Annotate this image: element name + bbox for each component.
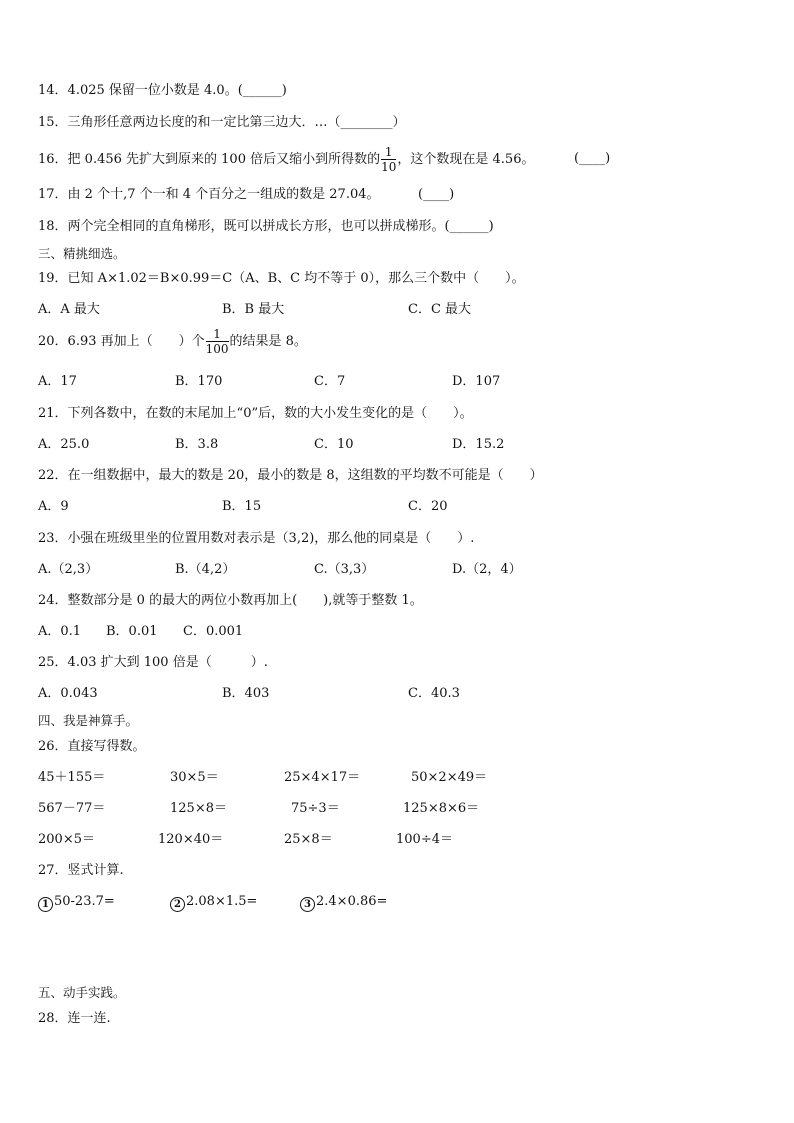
calc-row3-col2: 120×40＝	[158, 832, 224, 847]
circled-number-2-icon: 2	[170, 897, 185, 912]
fraction-denominator: 100	[205, 342, 229, 356]
question-21: 21．下列各数中，在数的末尾加上“0”后，数的大小发生变化的是（ ）。	[38, 406, 473, 421]
q19-option-a[interactable]: A．A 最大	[38, 302, 100, 317]
section-5-heading: 五、动手实践。	[38, 985, 126, 1000]
question-17-answer-blank[interactable]: (____)	[418, 187, 455, 202]
q21-option-a[interactable]: A．25.0	[38, 437, 90, 452]
question-16-answer-blank[interactable]: (____)	[574, 151, 611, 166]
calc-row3-col3: 25×8＝	[284, 832, 333, 847]
q21-option-b[interactable]: B．3.8	[175, 437, 219, 452]
question-20-text-end: 的结果是 8。	[229, 334, 307, 349]
q22-option-b[interactable]: B．15	[222, 499, 262, 514]
q25-option-b[interactable]: B．403	[222, 686, 270, 701]
fraction-one-tenth	[381, 146, 396, 173]
q23-option-b[interactable]: B.（4,2）	[175, 562, 236, 577]
calc-row1-col2: 30×5＝	[170, 770, 219, 785]
question-16-text: 16．把 0.456 先扩大到原来的 100 倍后又缩小到所得数的	[38, 152, 381, 167]
q23-option-a[interactable]: A.（2,3）	[38, 562, 99, 577]
vertical-calc-2-expr: 2.08×1.5=	[186, 894, 258, 909]
fraction-numerator: 1	[213, 327, 221, 341]
question-16-text-end: ，这个数现在是 4.56。	[397, 152, 535, 167]
fraction-one-hundredth	[206, 328, 229, 355]
q22-option-c[interactable]: C．20	[408, 499, 448, 514]
section-3-heading: 三、精挑细选。	[38, 246, 126, 261]
question-20-text: 20．6.93 再加上（ ）个	[38, 334, 205, 349]
q25-option-a[interactable]: A．0.043	[38, 686, 98, 701]
circled-number-1-icon: 1	[38, 897, 53, 912]
vertical-calc-3-expr: 2.4×0.86=	[316, 894, 388, 909]
q24-option-c[interactable]: C．0.001	[183, 624, 244, 639]
q19-option-b[interactable]: B．B 最大	[222, 302, 285, 317]
q20-option-d[interactable]: D．107	[452, 374, 501, 389]
question-14: 14．4.025 保留一位小数是 4.0。(______)	[38, 83, 287, 98]
q19-option-c[interactable]: C．C 最大	[408, 302, 472, 317]
calc-row3-col1: 200×5＝	[38, 832, 95, 847]
question-26-title: 26．直接写得数。	[38, 739, 146, 754]
question-18: 18．两个完全相同的直角梯形，既可以拼成长方形，也可以拼成梯形。(______)	[38, 219, 494, 234]
vertical-calc-1-expr: 50-23.7=	[54, 894, 115, 909]
q21-option-d[interactable]: D．15.2	[452, 437, 505, 452]
question-28: 28．连一连.	[38, 1011, 111, 1026]
q20-option-a[interactable]: A．17	[38, 374, 77, 389]
q21-option-c[interactable]: C．10	[314, 437, 354, 452]
question-23: 23．小强在班级里坐的位置用数对表示是（3,2)，那么他的同桌是（ ）.	[38, 531, 475, 546]
calc-row3-col4: 100÷4＝	[396, 832, 453, 847]
vertical-calc-1	[38, 893, 115, 912]
calc-row2-col4: 125×8×6＝	[403, 801, 480, 816]
question-20	[38, 328, 307, 355]
question-22: 22．在一组数据中，最大的数是 20，最小的数是 8，这组数的平均数不可能是（ ）	[38, 468, 543, 483]
section-4-heading: 四、我是神算手。	[38, 713, 139, 728]
q24-option-b[interactable]: B．0.01	[106, 624, 158, 639]
question-16	[38, 146, 534, 173]
question-19: 19．已知 A×1.02＝B×0.99＝C（A、B、C 均不等于 0），那么三个数中（ ）。	[38, 271, 525, 286]
calc-row2-col3: 75÷3＝	[291, 801, 340, 816]
q23-option-c[interactable]: C.（3,3）	[314, 562, 375, 577]
question-15: 15．三角形任意两边长度的和一定比第三边大．…（________）	[38, 115, 406, 130]
fraction-numerator: 1	[384, 145, 393, 159]
calc-row1-col1: 45＋155＝	[38, 770, 106, 785]
calc-row2-col2: 125×8＝	[170, 801, 227, 816]
q23-option-d[interactable]: D.（2，4）	[452, 562, 522, 577]
question-27-title: 27．竖式计算.	[38, 863, 124, 878]
question-25: 25．4.03 扩大到 100 倍是（ ）.	[38, 655, 268, 670]
vertical-calc-3	[300, 893, 387, 912]
q24-option-a[interactable]: A．0.1	[38, 624, 82, 639]
calc-row1-col4: 50×2×49＝	[411, 770, 488, 785]
vertical-calc-2	[170, 893, 257, 912]
calc-row2-col1: 567－77＝	[38, 801, 106, 816]
circled-number-3-icon: 3	[300, 897, 315, 912]
fraction-denominator: 10	[381, 160, 397, 174]
calc-row1-col3: 25×4×17＝	[284, 770, 361, 785]
question-17: 17．由 2 个十,7 个一和 4 个百分之一组成的数是 27.04。	[38, 187, 380, 202]
q25-option-c[interactable]: C．40.3	[408, 686, 460, 701]
question-24: 24．整数部分是 0 的最大的两位小数再加上( ),就等于整数 1。	[38, 593, 423, 608]
q22-option-a[interactable]: A．9	[38, 499, 69, 514]
q20-option-c[interactable]: C．7	[314, 374, 346, 389]
q20-option-b[interactable]: B．170	[175, 374, 223, 389]
